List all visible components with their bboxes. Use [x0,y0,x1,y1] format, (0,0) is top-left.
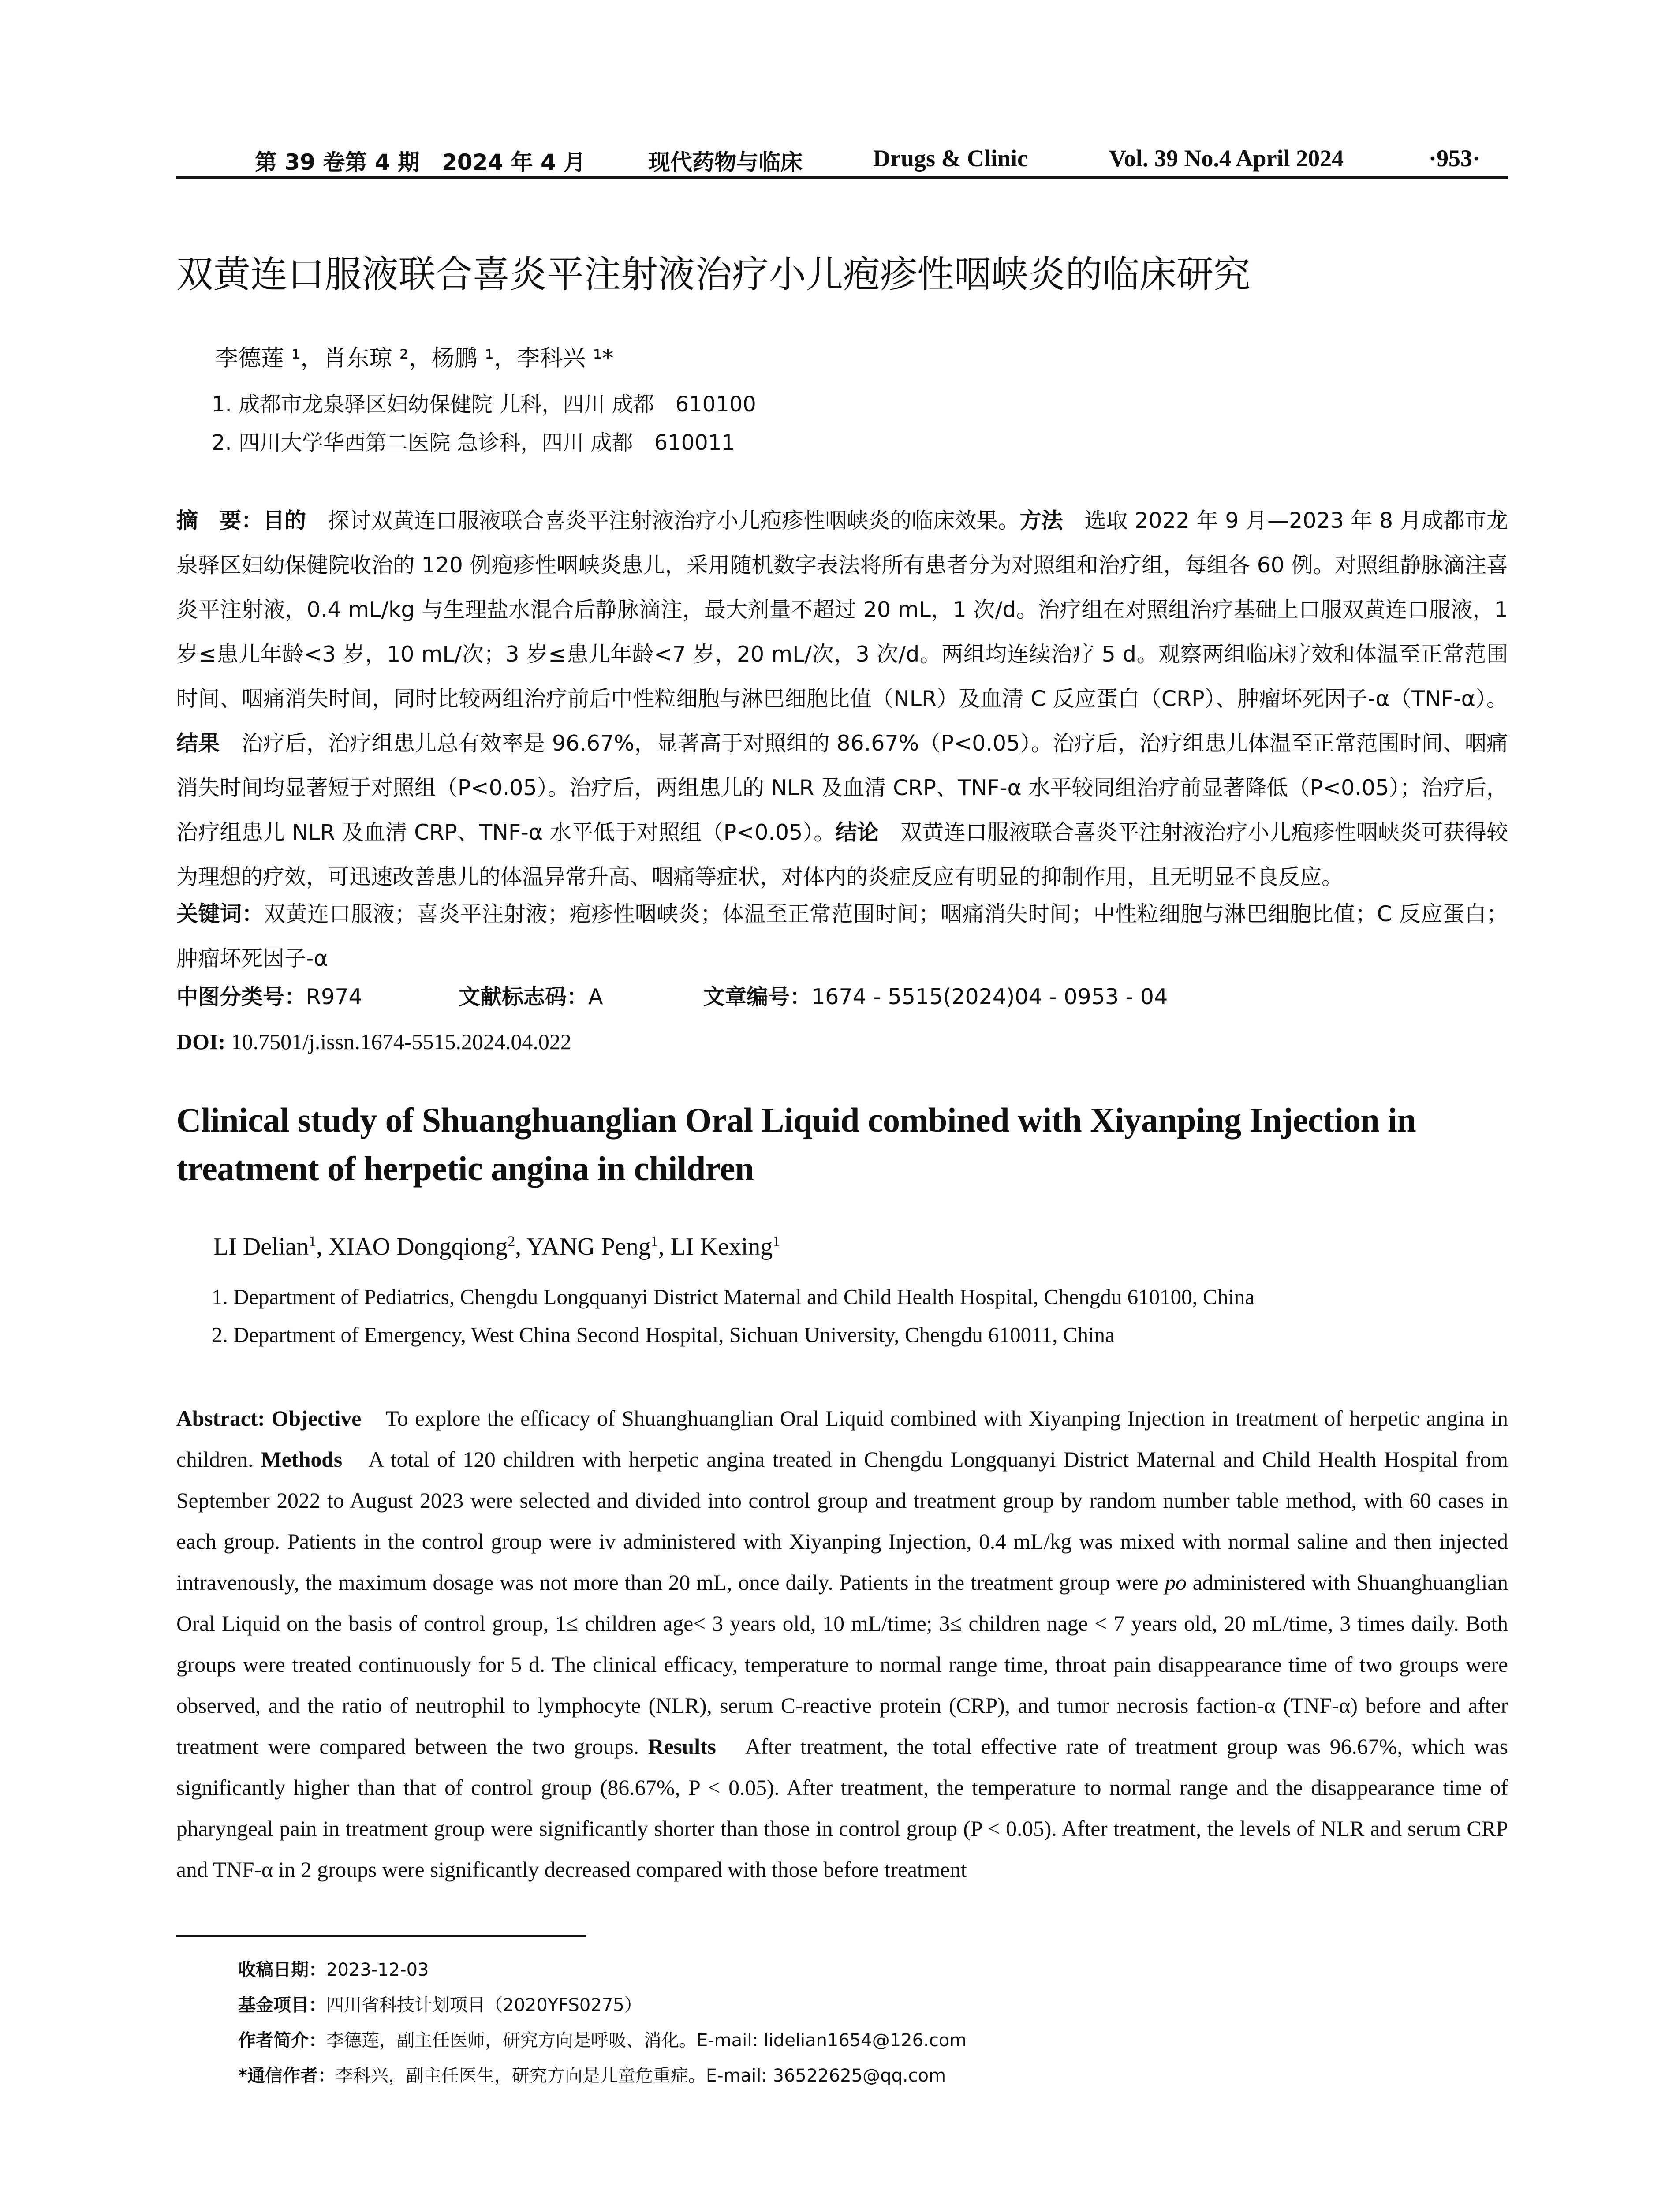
journal-name-en: Drugs & Clinic [873,145,1028,172]
methods-en-part2: administered with Shuanghuanglian Oral Liquid on the basis of control group, 1≤ children age< 3 years old, 10 mL/time; 3≤ children nage < 7 years old, 20 mL/time, 3 times daily. Both groups were treated continuously for 5 d. The clinical efficacy, temperature to normal range time, throat pain disappearance time of two groups were observed, and the ratio of neutrophil to lymphocyte (NLR), serum C-reactive protein (CRP), and tumor necrosis faction-α (TNF-α) before and after treatment were compared between the two groups. [176,1570,1508,1759]
article-no-value: 1674 - 5515(2024)04 - 0953 - 04 [811,984,1168,1009]
results-en: After treatment, the total effective rate of treatment group was 96.67%, which was significantly higher than that of control group (86.67%, P < 0.05). After treatment, the temperature to normal range and the disappearance time of pharyngeal pain in treatment group were significantly shorter than those in control group (P < 0.05). After treatment, the levels of NLR and serum CRP and TNF-α in 2 groups were significantly decreased compared with those before treatment [176,1734,1508,1882]
keywords-text-cn: 双黄连口服液；喜炎平注射液；疱疹性咽峡炎；体温至正常范围时间；咽痛消失时间；中性粒细胞与淋巴细胞比值；C 反应蛋白；肿瘤坏死因子-α [176,901,1508,971]
author-affil-mark: 1 [309,1233,317,1250]
methods-label-en: Methods [261,1447,343,1472]
author-affil-mark: 1 [650,1233,658,1250]
classification-line [176,975,1508,1019]
author-affil-mark: 2 [508,1233,515,1250]
clc-value: R974 [306,984,362,1009]
objective-label-cn: 目的 [263,508,306,533]
article-no-field [703,975,1168,1019]
author-affil-mark: 1 [773,1233,780,1250]
issue-en: Vol. 39 No.4 April 2024 [1109,145,1344,172]
issue-cn: 第 39 卷第 4 期 2024 年 4 月 [255,149,586,175]
author-name: LI Delian [213,1233,309,1260]
methods-label-cn: 方法 [1019,508,1063,533]
objective-en: To explore the efficacy of Shuanghuanglian Oral Liquid combined with Xiyanping Injection in treatment of herpetic angina in children. [176,1406,1508,1472]
doc-code-field [459,975,603,1019]
abstract-cn-label: 摘 要： [176,508,263,533]
methods-en-po: po [1165,1570,1187,1595]
doi-line [176,1020,571,1064]
abstract-en-label: Abstract: Objective [176,1406,362,1431]
received-date: 2023-12-03 [326,1960,429,1980]
corresponding-label: *通信作者： [238,2066,336,2086]
conclusion-label-cn: 结论 [835,820,879,845]
article-no-label: 文章编号： [703,984,812,1009]
header-rule [176,176,1508,179]
results-cn: 治疗后，治疗组患儿总有效率是 96.67%，显著高于对照组的 86.67%（P<0.05）。治疗后，治疗组患儿体温至正常范围时间、咽痛消失时间均显著短于对照组（P<0.05）。治疗后，两组患儿的 NLR 及血清 CRP、TNF-α 水平较同组治疗前显著降低（P<0.05）；治疗后，治疗组患儿 NLR 及血清 CRP、TNF-α 水平低于对照组（P<0.05）。 [176,731,1508,845]
page-number: ·953· [1429,145,1481,172]
doi-value: 10.7501/j.issn.1674-5515.2024.04.022 [225,1029,571,1054]
authors-cn: 李德莲 ¹，肖东琼 ²，杨鹏 ¹，李科兴 ¹* [215,345,614,372]
methods-en-part1: A total of 120 children with herpetic angina treated in Chengdu Longquanyi District Maternal and Child Health Hospital from September 2022 to August 2023 were selected and divided into control group and treatment group by random number table method, with 60 cases in each group. Patients in the control group were iv administered with Xiyanping Injection, 0.4 mL/kg was mixed with normal saline and then injected intravenously, the maximum dosage was not more than 20 mL, once daily. Patients in the treatment group were [176,1447,1508,1595]
affiliation-en-2: 2. Department of Emergency, West China Second Hospital, Sichuan University, Chengdu 610011, China [212,1323,1115,1347]
footnote-author-bio [238,2026,967,2052]
author-bio-text: 李德莲，副主任医师，研究方向是呼吸、消化。E-mail: lidelian1654@126.com [326,2030,967,2051]
author-bio-label: 作者简介： [238,2030,326,2051]
corresponding-text: 李科兴，副主任医生，研究方向是儿童危重症。E-mail: 36522625@qq.com [335,2066,946,2086]
author-name: LI Kexing [670,1233,773,1260]
footnote-fund [238,1991,642,2016]
abstract-en [176,1398,1508,1890]
doi-label: DOI: [176,1029,226,1054]
affiliation-en-1: 1. Department of Pediatrics, Chengdu Longquanyi District Maternal and Child Health Hospital, Chengdu 610100, China [212,1285,1255,1309]
clc-label: 中图分类号： [176,984,306,1009]
received-label: 收稿日期： [238,1960,326,1980]
fund-label: 基金项目： [238,1995,326,2015]
fund-text: 四川省科技计划项目（2020YFS0275） [326,1995,642,2015]
affiliation-cn-1: 1. 成都市龙泉驿区妇幼保健院 儿科，四川 成都 610100 [212,392,756,417]
article-title-en: Clinical study of Shuanghuanglian Oral Liquid combined with Xiyanping Injection in treatment of herpetic angina in children [176,1101,1416,1188]
keywords-cn [176,892,1508,981]
footnote-received [238,1956,429,1981]
abstract-cn [176,498,1508,899]
doc-code-value: A [588,984,603,1009]
objective-cn: 探讨双黄连口服液联合喜炎平注射液治疗小儿疱疹性咽峡炎的临床效果。 [306,508,1020,533]
doc-code-label: 文献标志码： [459,984,589,1009]
results-label-cn: 结果 [176,731,220,756]
running-header [176,140,1508,180]
clc-field [176,975,362,1019]
footnote-rule [176,1935,586,1937]
results-label-en: Results [648,1734,716,1759]
keywords-label-cn: 关键词： [176,901,264,927]
author-name: YANG Peng [526,1233,651,1260]
author-name: XIAO Dongqiong [329,1233,508,1260]
affiliation-cn-2: 2. 四川大学华西第二医院 急诊科，四川 成都 610011 [212,430,735,455]
footnote-corresponding [238,2062,946,2087]
article-title-cn: 双黄连口服液联合喜炎平注射液治疗小儿疱疹性咽峡炎的临床研究 [176,253,1251,296]
journal-name-cn: 现代药物与临床 [648,149,803,175]
conclusion-cn: 双黄连口服液联合喜炎平注射液治疗小儿疱疹性咽峡炎可获得较为理想的疗效，可迅速改善患儿的体温异常升高、咽痛等症状，对体内的炎症反应有明显的抑制作用，且无明显不良反应。 [176,820,1508,889]
methods-cn: 选取 2022 年 9 月—2023 年 8 月成都市龙泉驿区妇幼保健院收治的 120 例疱疹性咽峡炎患儿，采用随机数字表法将所有患者分为对照组和治疗组，每组各 60 例。对照组静脉滴注喜炎平注射液，0.4 mL/kg 与生理盐水混合后静脉滴注，最大剂量不超过 20 mL，1 次/d。治疗组在对照组治疗基础上口服双黄连口服液，1 岁≤患儿年龄<3 岁，10 mL/次；3 岁≤患儿年龄<7 岁，20 mL/次，3 次/d。两组均连续治疗 5 d。观察两组临床疗效和体温至正常范围时间、咽痛消失时间，同时比较两组治疗前后中性粒细胞与淋巴细胞比值（NLR）及血清 C 反应蛋白（CRP）、肿瘤坏死因子-α（TNF-α）。 [176,508,1508,711]
authors-en: LI Delian$^1$, XIAO Dongqiong$^2$, YANG Peng$^1$, LI Kexing$^1$ [213,1233,780,1260]
